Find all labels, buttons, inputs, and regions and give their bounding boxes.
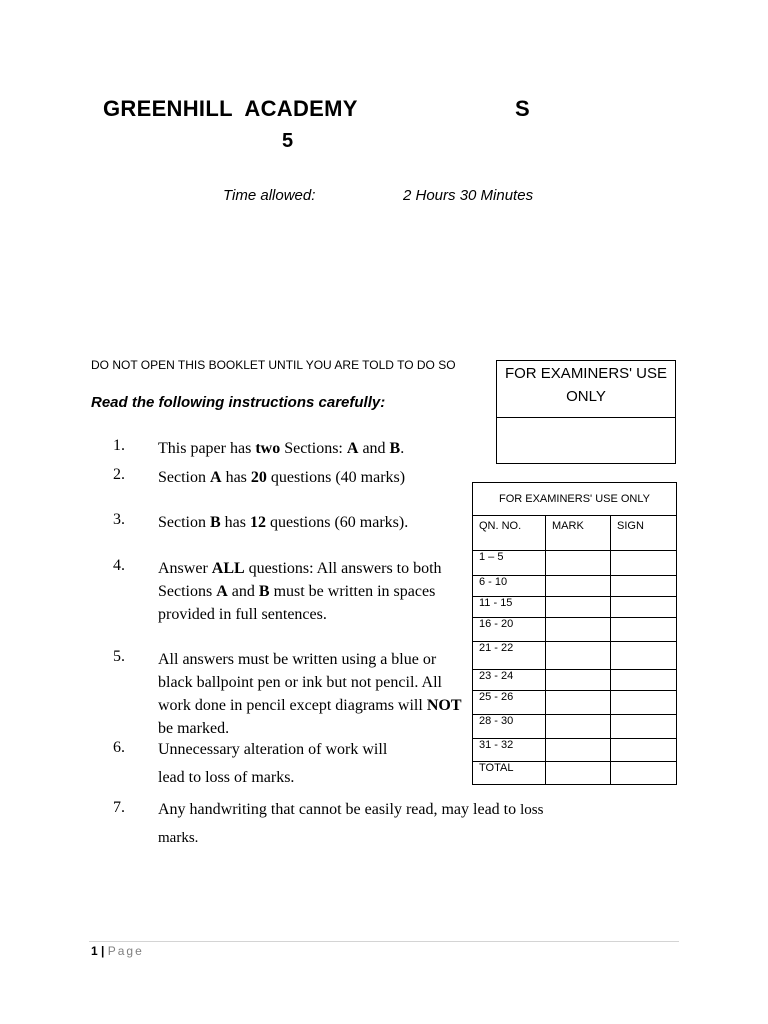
instruction-number: 5. [113,648,125,665]
sign-cell [611,576,677,597]
total-sign-cell [611,762,677,785]
mark-cell [546,670,611,691]
mark-cell [546,618,611,642]
sign-cell [611,642,677,670]
footer-divider [89,941,679,942]
examiners-use-box-title: FOR EXAMINERS' USE ONLY [497,361,675,418]
table-row [473,715,677,739]
mark-cell [546,739,611,762]
header-qn-no: QN. NO. [473,516,546,551]
instruction-number: 6. [113,739,125,756]
table-row [473,762,677,785]
table-row [473,642,677,670]
instruction-number: 4. [113,557,125,574]
question-range: 6 - 10 [473,576,546,597]
question-range: 1 – 5 [473,551,546,576]
sign-cell [611,670,677,691]
question-range: 28 - 30 [473,715,546,739]
table-row [473,551,677,576]
page-footer [91,944,144,958]
sign-cell [611,691,677,715]
mark-cell [546,597,611,618]
table-row [473,691,677,715]
time-allowed-label: Time allowed: [223,187,316,204]
table-row [473,618,677,642]
question-range: 31 - 32 [473,739,546,762]
table-row [473,576,677,597]
page-label: Page [107,944,144,958]
time-allowed-value: 2 Hours 30 Minutes [403,187,534,204]
class-level: 5 [282,130,294,152]
mark-cell [546,642,611,670]
examiners-use-box [496,360,676,464]
header-sign: SIGN [611,516,677,551]
sign-cell [611,551,677,576]
page-separator: | [101,944,105,958]
table-caption: FOR EXAMINERS' USE ONLY [473,483,677,516]
table-row [473,670,677,691]
mark-cell [546,691,611,715]
booklet-warning: DO NOT OPEN THIS BOOKLET UNTIL YOU ARE TOLD TO DO SO [91,358,456,372]
sign-cell [611,618,677,642]
mark-cell [546,576,611,597]
sign-cell [611,715,677,739]
page-number: 1 [91,944,98,958]
mark-cell [546,551,611,576]
instruction-number: 1. [113,437,125,454]
school-name: GREENHILL ACADEMY [103,96,358,121]
examiners-marks-table [472,482,677,785]
question-range: 23 - 24 [473,670,546,691]
header-mark: MARK [546,516,611,551]
question-range: 21 - 22 [473,642,546,670]
instruction-number: 3. [113,511,125,528]
total-label: TOTAL [473,762,546,785]
sign-cell [611,739,677,762]
total-mark-cell [546,762,611,785]
mark-cell [546,715,611,739]
instructions-heading: Read the following instructions carefully: [91,394,386,411]
question-range: 16 - 20 [473,618,546,642]
table-row [473,739,677,762]
instruction-number: 2. [113,466,125,483]
instruction-number: 7. [113,799,125,816]
subject-code: S [515,96,530,121]
question-range: 11 - 15 [473,597,546,618]
question-range: 25 - 26 [473,691,546,715]
sign-cell [611,597,677,618]
table-row [473,597,677,618]
